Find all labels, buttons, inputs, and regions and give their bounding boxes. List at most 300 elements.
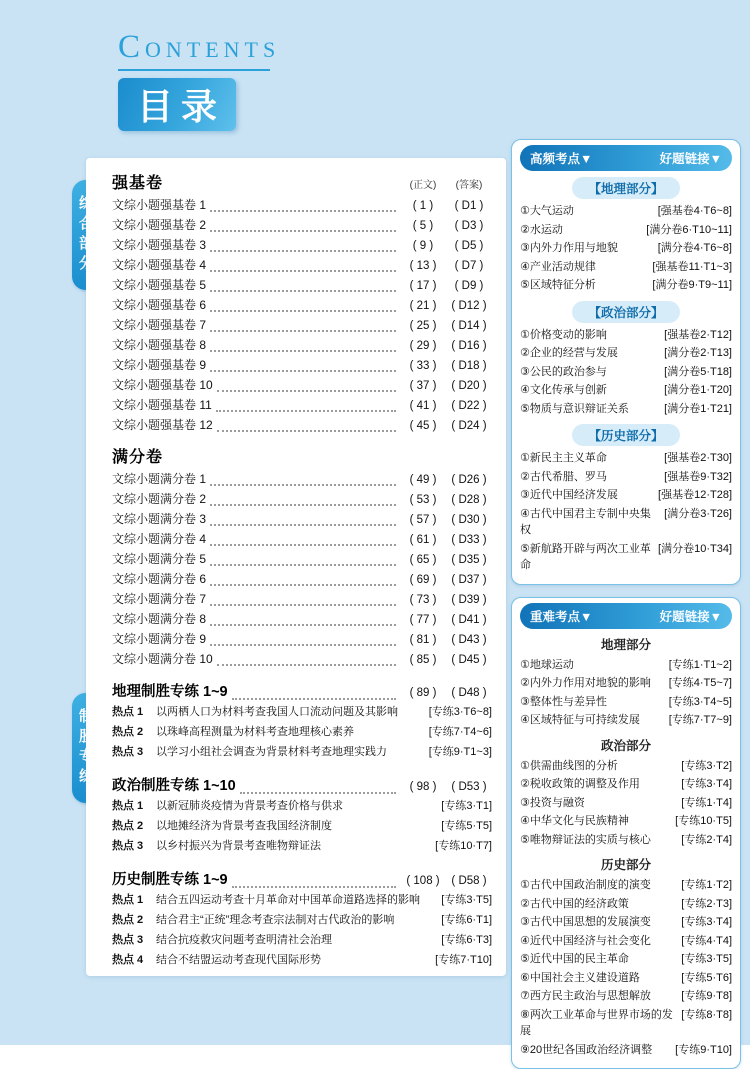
toc-entry-answer: ( D26 ): [446, 474, 492, 486]
dot-leader: [240, 792, 396, 794]
toc-entry-page: ( 1 ): [400, 200, 446, 212]
hotspot-row: [112, 798, 492, 818]
hotspot-row: [112, 704, 492, 724]
toc-entry-page: ( 65 ): [400, 554, 446, 566]
toc-row: [112, 490, 492, 510]
sidebar-item: [520, 969, 732, 988]
sidebar-item: [520, 831, 732, 850]
sidebar-item: [520, 987, 732, 1006]
dot-leader: [210, 524, 396, 526]
high-frequency-points-box: [511, 139, 741, 585]
toc-entry-label: 文综小题满分卷 8: [112, 610, 206, 627]
sidebar-item-ref: [专练3·T4]: [681, 776, 732, 793]
main-toc-panel: [86, 158, 506, 976]
sidebar-item: [520, 757, 732, 776]
sidebar: [511, 139, 741, 1069]
sidebar-item: [520, 221, 732, 240]
hotspot-row: [112, 952, 492, 972]
toc-entry-answer: ( D45 ): [446, 654, 492, 666]
toc-entry-label: 文综小题强基卷 7: [112, 316, 206, 333]
geo-hotspot-list: [112, 704, 492, 764]
sidebar-item-ref: [专练5·T6]: [681, 970, 732, 987]
hotspot-label: 热点 1: [112, 798, 156, 815]
dot-leader: [216, 410, 396, 412]
toc-row: [112, 550, 492, 570]
hotspot-label: 热点 2: [112, 912, 156, 929]
sidebar-item: [520, 363, 732, 382]
sidebar-item-label: ①大气运动: [520, 203, 654, 220]
dot-leader: [210, 604, 396, 606]
hotspot-row: [112, 838, 492, 858]
dot-leader: [210, 644, 396, 646]
his-special-header: [112, 868, 492, 892]
toc-entry-page: ( 45 ): [400, 420, 446, 432]
sidebar-item: [520, 326, 732, 345]
toc-entry-page: ( 17 ): [400, 280, 446, 292]
toc-entry-answer: ( D24 ): [446, 420, 492, 432]
dot-leader: [210, 584, 396, 586]
sidebar-item-ref: [专练3·T4]: [681, 914, 732, 931]
header-left-label: 重难考点▼: [530, 607, 592, 625]
sidebar-item-ref: [专练3·T2]: [681, 758, 732, 775]
dot-leader: [232, 886, 396, 888]
toc-entry-answer: ( D28 ): [446, 494, 492, 506]
sidebar-item-ref: [专练2·T3]: [681, 896, 732, 913]
sidebar-item-ref: [满分卷4·T6~8]: [658, 240, 732, 257]
toc-entry-label: 文综小题强基卷 10: [112, 376, 213, 393]
sidebar-item: [520, 693, 732, 712]
sidebar-item-label: ⑧两次工业革命与世界市场的发展: [520, 1007, 677, 1040]
toc-entry-label: 文综小题满分卷 7: [112, 590, 206, 607]
dot-leader: [210, 370, 396, 372]
toc-entry-label: 文综小题强基卷 9: [112, 356, 206, 373]
sidebar-item-label: ②水运动: [520, 222, 642, 239]
sidebar-item: [520, 1006, 732, 1041]
sidebar-item: [520, 276, 732, 295]
sidebar-item: [520, 505, 732, 540]
sidebar-item-ref: [满分卷3·T26]: [664, 506, 732, 523]
hotspot-label: 热点 2: [112, 818, 156, 835]
hotspot-label: 热点 1: [112, 892, 156, 909]
hotspot-label: 热点 2: [112, 724, 156, 741]
toc-row: [112, 356, 492, 376]
toc-entry-answer: ( D16 ): [446, 340, 492, 352]
box2-geo-list: [520, 656, 732, 730]
toc-row: [112, 236, 492, 256]
sidebar-item-ref: [专练4·T4]: [681, 933, 732, 950]
sidebar-item-ref: [强基卷2·T12]: [664, 327, 732, 344]
hotspot-text: 以乡村振兴为背景考查唯物辩证法: [156, 838, 430, 855]
box2-his-list: [520, 876, 732, 1059]
toc-entry-answer: ( D14 ): [446, 320, 492, 332]
box1-pol-title: 【政治部分】: [572, 301, 679, 323]
box2-his-title: 历史部分: [520, 855, 732, 873]
geo-special-header: [112, 680, 492, 704]
toc-row: [112, 650, 492, 670]
hotspot-label: 热点 3: [112, 744, 156, 761]
toc-row: [112, 570, 492, 590]
hotspot-ref: [专练5·T5]: [441, 818, 492, 835]
sidebar-item-label: ⑨20世纪各国政治经济调整: [520, 1042, 671, 1059]
toc-entry-label: 文综小题强基卷 4: [112, 256, 206, 273]
dot-leader: [232, 698, 396, 700]
hotspot-ref: [专练10·T7]: [435, 838, 492, 855]
sidebar-item-ref: [专练9·T10]: [675, 1042, 732, 1059]
sidebar-item: [520, 239, 732, 258]
toc-entry-page: ( 49 ): [400, 474, 446, 486]
sidebar-item: [520, 202, 732, 221]
pol-hotspot-list: [112, 798, 492, 858]
hotspot-text: 以地摊经济为背景考查我国经济制度: [156, 818, 436, 835]
hotspot-text: 结合五四运动考查十月革命对中国革命道路选择的影响: [156, 892, 436, 909]
dot-leader: [210, 504, 396, 506]
toc-row: [112, 196, 492, 216]
dot-leader: [210, 484, 396, 486]
sidebar-item-ref: [专练10·T5]: [675, 813, 732, 830]
header-left-label: 高频考点▼: [530, 149, 592, 167]
toc-row: [112, 510, 492, 530]
toc-entry-page: ( 57 ): [400, 514, 446, 526]
toc-entry-answer: ( D20 ): [446, 380, 492, 392]
sidebar-item: [520, 950, 732, 969]
hotspot-text: 结合不结盟运动考查现代国际形势: [156, 952, 430, 969]
toc-entry-page: ( 53 ): [400, 494, 446, 506]
his-special-answer: ( D58 ): [446, 875, 492, 887]
box1-his-list: [520, 449, 732, 575]
toc-row: [112, 296, 492, 316]
dot-leader: [210, 624, 396, 626]
toc-entry-page: ( 5 ): [400, 220, 446, 232]
hotspot-label: 热点 3: [112, 838, 156, 855]
toc-entry-label: 文综小题强基卷 1: [112, 196, 206, 213]
toc-entry-label: 文综小题强基卷 6: [112, 296, 206, 313]
sidebar-item-ref: [强基卷12·T28]: [658, 487, 732, 504]
sidebar-item-label: ①供需曲线图的分析: [520, 758, 677, 775]
pol-special-title: 政治制胜专练 1~10: [112, 774, 236, 795]
toc-entry-label: 文综小题强基卷 11: [112, 396, 212, 413]
sidebar-item-label: ②企业的经营与发展: [520, 345, 660, 362]
dot-leader: [210, 270, 396, 272]
sidebar-item-ref: [专练3·T4~5]: [669, 694, 732, 711]
dot-leader: [210, 250, 396, 252]
toc-entry-answer: ( D18 ): [446, 360, 492, 372]
toc-entry-answer: ( D22 ): [446, 400, 492, 412]
sidebar-item-label: ②古代中国的经济政策: [520, 896, 677, 913]
hotspot-ref: [专练9·T1~3]: [429, 744, 492, 761]
sidebar-item: [520, 895, 732, 914]
toc-entry-answer: ( D7 ): [446, 260, 492, 272]
sidebar-item: [520, 711, 732, 730]
toc-entry-label: 文综小题满分卷 10: [112, 650, 213, 667]
pol-special-header: [112, 774, 492, 798]
toc-entry-page: ( 37 ): [400, 380, 446, 392]
hotspot-ref: [专练7·T10]: [435, 952, 492, 969]
hotspot-row: [112, 724, 492, 744]
toc-entry-answer: ( D1 ): [446, 200, 492, 212]
sidebar-item: [520, 400, 732, 419]
toc-entry-label: 文综小题强基卷 2: [112, 216, 206, 233]
toc-entry-label: 文综小题满分卷 3: [112, 510, 206, 527]
hotspot-text: 结合君主“正统”理念考查宗法制对古代政治的影响: [156, 912, 436, 929]
toc-entry-label: 文综小题强基卷 12: [112, 416, 213, 433]
difficult-points-header: [520, 603, 732, 629]
sidebar-item-label: ④古代中国君主专制中央集权: [520, 506, 660, 539]
toc-entry-label: 文综小题满分卷 6: [112, 570, 206, 587]
manfen-group-header: [112, 444, 492, 470]
sidebar-item-label: ③内外力作用与地貌: [520, 240, 654, 257]
dot-leader: [210, 290, 396, 292]
sidebar-item-ref: [强基卷11·T1~3]: [652, 259, 732, 276]
group-title-manfen: 满分卷: [112, 444, 163, 467]
dot-leader: [210, 544, 396, 546]
his-special-page: ( 108 ): [400, 875, 446, 887]
group-title-qiangji: 强基卷: [112, 170, 163, 193]
qiangji-list: [112, 196, 492, 436]
sidebar-item: [520, 932, 732, 951]
sidebar-item: [520, 674, 732, 693]
sidebar-item-label: ①古代中国政治制度的演变: [520, 877, 677, 894]
toc-entry-label: 文综小题强基卷 5: [112, 276, 206, 293]
sidebar-item-ref: [满分卷9·T9~11]: [652, 277, 732, 294]
hotspot-text: 以珠峰高程测量为材料考查地理核心素养: [156, 724, 424, 741]
toc-entry-answer: ( D5 ): [446, 240, 492, 252]
dot-leader: [210, 564, 396, 566]
page-title: 目录: [118, 78, 236, 131]
sidebar-item-ref: [专练7·T7~9]: [669, 712, 732, 729]
sidebar-item-label: ①地球运动: [520, 657, 665, 674]
qiangji-group-header: [112, 170, 492, 196]
toc-entry-answer: ( D30 ): [446, 514, 492, 526]
geo-special-page: ( 89 ): [400, 687, 446, 699]
hotspot-text: 以学习小组社会调查为背景材料考查地理实践力: [156, 744, 424, 761]
his-hotspot-list: [112, 892, 492, 972]
sidebar-item-ref: [专练1·T2]: [681, 877, 732, 894]
toc-entry-page: ( 29 ): [400, 340, 446, 352]
hotspot-ref: [专练7·T4~6]: [429, 724, 492, 741]
hotspot-text: 以两栖人口为材料考查我国人口流动问题及其影响: [156, 704, 424, 721]
difficult-points-box: [511, 597, 741, 1069]
sidebar-item-label: ④区域特征与可持续发展: [520, 712, 665, 729]
toc-entry-page: ( 85 ): [400, 654, 446, 666]
toc-entry-answer: ( D43 ): [446, 634, 492, 646]
sidebar-item-label: ④文化传承与创新: [520, 382, 660, 399]
toc-entry-label: 文综小题满分卷 4: [112, 530, 206, 547]
toc-row: [112, 610, 492, 630]
toc-row: [112, 590, 492, 610]
toc-entry-answer: ( D33 ): [446, 534, 492, 546]
toc-entry-answer: ( D9 ): [446, 280, 492, 292]
sidebar-item-label: ⑤新航路开辟与两次工业革命: [520, 541, 654, 574]
toc-entry-answer: ( D39 ): [446, 594, 492, 606]
dot-leader: [217, 664, 396, 666]
toc-entry-label: 文综小题强基卷 8: [112, 336, 206, 353]
sidebar-item-ref: [强基卷4·T6~8]: [658, 203, 732, 220]
toc-row: [112, 336, 492, 356]
sidebar-item: [520, 812, 732, 831]
toc-entry-label: 文综小题满分卷 9: [112, 630, 206, 647]
toc-entry-label: 文综小题强基卷 3: [112, 236, 206, 253]
sidebar-item: [520, 913, 732, 932]
sidebar-item: [520, 344, 732, 363]
box1-geo-title: 【地理部分】: [572, 177, 679, 199]
hotspot-row: [112, 744, 492, 764]
geo-special-title: 地理制胜专练 1~9: [112, 680, 228, 701]
column-note: [400, 176, 492, 191]
sidebar-item: [520, 1041, 732, 1060]
toc-entry-answer: ( D37 ): [446, 574, 492, 586]
sidebar-item: [520, 468, 732, 487]
pol-special-answer: ( D53 ): [446, 781, 492, 793]
high-frequency-header: [520, 145, 732, 171]
hotspot-label: 热点 4: [112, 952, 156, 969]
sidebar-item-ref: [专练9·T8]: [681, 988, 732, 1005]
sidebar-item-label: ⑤物质与意识辩证关系: [520, 401, 660, 418]
toc-entry-answer: ( D35 ): [446, 554, 492, 566]
toc-row: [112, 376, 492, 396]
toc-entry-page: ( 73 ): [400, 594, 446, 606]
sidebar-item-ref: [满分卷2·T13]: [664, 345, 732, 362]
hotspot-ref: [专练6·T1]: [441, 912, 492, 929]
header-right-label: 好题链接▼: [660, 607, 722, 625]
sidebar-item-label: ③公民的政治参与: [520, 364, 660, 381]
toc-row: [112, 256, 492, 276]
dot-leader: [210, 210, 396, 212]
dot-leader: [210, 230, 396, 232]
sidebar-item-ref: [专练8·T8]: [681, 1007, 732, 1024]
hotspot-ref: [专练3·T1]: [441, 798, 492, 815]
hotspot-row: [112, 818, 492, 838]
sidebar-item-label: ③近代中国经济发展: [520, 487, 654, 504]
toc-entry-label: 文综小题满分卷 1: [112, 470, 206, 487]
hotspot-label: 热点 3: [112, 932, 156, 949]
toc-entry-page: ( 69 ): [400, 574, 446, 586]
hotspot-row: [112, 932, 492, 952]
sidebar-item-label: ⑦西方民主政治与思想解放: [520, 988, 677, 1005]
sidebar-item-label: ②古代希腊、罗马: [520, 469, 660, 486]
sidebar-item: [520, 540, 732, 575]
dot-leader: [210, 350, 396, 352]
brand: [118, 28, 338, 131]
toc-row: [112, 316, 492, 336]
sidebar-item: [520, 775, 732, 794]
dot-leader: [210, 330, 396, 332]
toc-row: [112, 216, 492, 236]
box1-geo-list: [520, 202, 732, 295]
sidebar-item-label: ⑤唯物辩证法的实质与核心: [520, 832, 677, 849]
hotspot-ref: [专练3·T5]: [441, 892, 492, 909]
box2-pol-title: 政治部分: [520, 736, 732, 754]
dot-leader: [217, 390, 396, 392]
sidebar-item-label: ⑤区域特征分析: [520, 277, 648, 294]
sidebar-item-label: ④产业活动规律: [520, 259, 648, 276]
hotspot-label: 热点 1: [112, 704, 156, 721]
sidebar-item-ref: [满分卷5·T18]: [664, 364, 732, 381]
toc-entry-label: 文综小题满分卷 5: [112, 550, 206, 567]
sidebar-item-label: ③古代中国思想的发展演变: [520, 914, 677, 931]
box1-pol-list: [520, 326, 732, 419]
column-note-answer: (答案): [446, 176, 492, 191]
hotspot-text: 以新冠肺炎疫情为背景考查价格与供求: [156, 798, 436, 815]
toc-entry-page: ( 21 ): [400, 300, 446, 312]
his-special-title: 历史制胜专练 1~9: [112, 868, 228, 889]
hotspot-ref: [专练3·T6~8]: [429, 704, 492, 721]
sidebar-item-ref: [专练3·T5]: [681, 951, 732, 968]
sidebar-item-ref: [强基卷2·T30]: [664, 450, 732, 467]
sidebar-item-ref: [满分卷1·T21]: [664, 401, 732, 418]
sidebar-item-ref: [强基卷9·T32]: [664, 469, 732, 486]
sidebar-item-label: ③投资与融资: [520, 795, 677, 812]
toc-row: [112, 530, 492, 550]
sidebar-item-ref: [专练4·T5~7]: [669, 675, 732, 692]
contents-wordmark: CONTENTS: [118, 28, 338, 68]
sidebar-item-label: ⑤近代中国的民主革命: [520, 951, 677, 968]
sidebar-item-ref: [专练2·T4]: [681, 832, 732, 849]
dot-leader: [217, 430, 396, 432]
toc-entry-answer: ( D3 ): [446, 220, 492, 232]
toc-entry-page: ( 33 ): [400, 360, 446, 372]
box2-geo-title: 地理部分: [520, 635, 732, 653]
sidebar-item-ref: [满分卷1·T20]: [664, 382, 732, 399]
box2-pol-list: [520, 757, 732, 850]
sidebar-item: [520, 876, 732, 895]
toc-row: [112, 276, 492, 296]
toc-entry-page: ( 61 ): [400, 534, 446, 546]
sidebar-item-ref: [满分卷6·T10~11]: [646, 222, 732, 239]
sidebar-item: [520, 258, 732, 277]
sidebar-item-ref: [专练1·T4]: [681, 795, 732, 812]
toc-entry-page: ( 13 ): [400, 260, 446, 272]
toc-row: [112, 396, 492, 416]
sidebar-item-label: ④中华文化与民族精神: [520, 813, 671, 830]
hotspot-row: [112, 892, 492, 912]
pol-special-page: ( 98 ): [400, 781, 446, 793]
sidebar-item-label: ①新民主主义革命: [520, 450, 660, 467]
toc-entry-label: 文综小题满分卷 2: [112, 490, 206, 507]
toc-row: [112, 416, 492, 436]
hotspot-ref: [专练6·T3]: [441, 932, 492, 949]
sidebar-item-label: ④近代中国经济与社会变化: [520, 933, 677, 950]
manfen-list: [112, 470, 492, 670]
sidebar-item: [520, 656, 732, 675]
dot-leader: [210, 310, 396, 312]
sidebar-item: [520, 381, 732, 400]
brand-underline: [118, 69, 270, 71]
sidebar-item: [520, 449, 732, 468]
toc-entry-page: ( 25 ): [400, 320, 446, 332]
sidebar-item-label: ③整体性与差异性: [520, 694, 665, 711]
toc-entry-answer: ( D41 ): [446, 614, 492, 626]
toc-entry-answer: ( D12 ): [446, 300, 492, 312]
sidebar-item-label: ⑥中国社会主义建设道路: [520, 970, 677, 987]
toc-row: [112, 470, 492, 490]
sidebar-item: [520, 486, 732, 505]
sidebar-item-ref: [满分卷10·T34]: [658, 541, 732, 558]
toc-entry-page: ( 77 ): [400, 614, 446, 626]
sidebar-item: [520, 794, 732, 813]
hotspot-row: [112, 912, 492, 932]
toc-row: [112, 630, 492, 650]
sidebar-item-label: ①价格变动的影响: [520, 327, 660, 344]
toc-entry-page: ( 81 ): [400, 634, 446, 646]
box1-his-title: 【历史部分】: [572, 424, 679, 446]
sidebar-item-ref: [专练1·T1~2]: [669, 657, 732, 674]
hotspot-text: 结合抗疫救灾问题考查明清社会治理: [156, 932, 436, 949]
header-right-label: 好题链接▼: [660, 149, 722, 167]
column-note-main: (正文): [400, 176, 446, 191]
geo-special-answer: ( D48 ): [446, 687, 492, 699]
toc-entry-page: ( 41 ): [400, 400, 446, 412]
sidebar-item-label: ②内外力作用对地貌的影响: [520, 675, 665, 692]
